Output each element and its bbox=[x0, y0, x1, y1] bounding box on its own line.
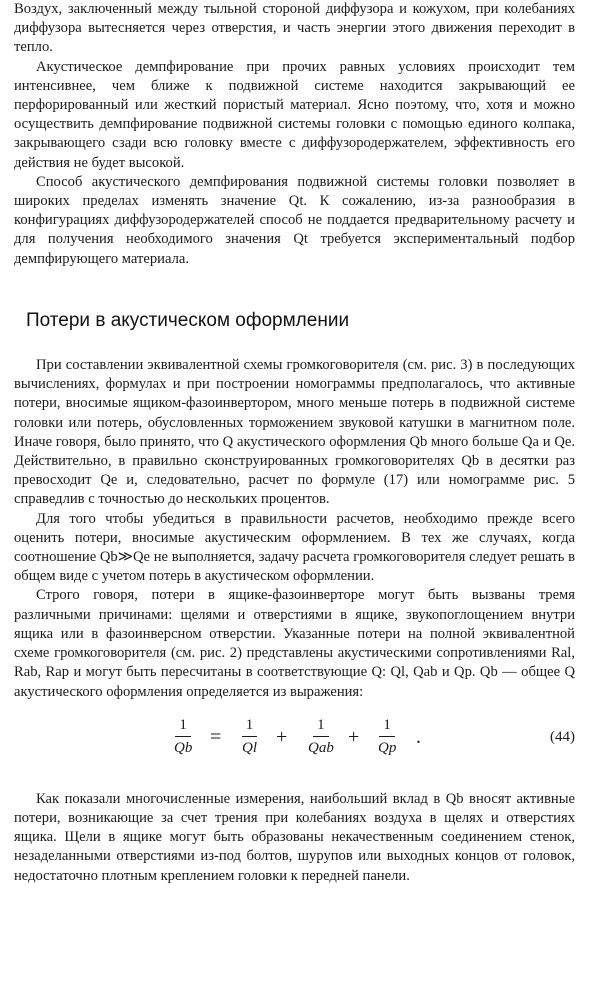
paragraph-5: Для того чтобы убедиться в правильности расчетов, необходимо прежде всего оценить потери, вносимые акустическим оформлением. В тех же случаях, когда соотношение Qb≫Qe не выполняется, задачу расчета громкоговорителя следует решать в общем виде с учетом потерь в акустическом оформлении. bbox=[14, 510, 575, 585]
equation-44 bbox=[14, 706, 575, 782]
paragraph-4: При составлении эквивалентной схемы громкоговорителя (см. рис. 3) в последующих вычислениях, формулах и при построении номограммы предполагалось, что активные потери, вносимые ящиком-фазоинвертором, много меньше потерь в подвижной системе головки или потерь, обусловленных торможением звуковой катушки в магнитном поле. Иначе говоря, было принято, что Q акустического оформления Qb много больше Qa и Qe. Действительно, в правильно сконструированных громкоговорителях Qb в десятки раз превосходит Qe и, следовательно, расчет по формуле (17) или номограмме рис. 5 справедлив с точностью до нескольких процентов. bbox=[14, 357, 575, 508]
paragraph-3: Способ акустического демпфирования подвижной системы головки позволяет в широких пределах изменять значение Qt. К сожалению, из-за разнообразия в конфигурациях диффузородержателей способ не поддается предварительному расчету и для получения необходимого значения Qt требуется экспериментальный подбор демпфирующего материала. bbox=[14, 173, 575, 267]
fraction-term-1: $\frac{1}{Ql}$ bbox=[238, 714, 261, 759]
paragraph-7: Как показали многочисленные измерения, наибольший вклад в Qb вносят активные потери, возникающие за счет трения при колебаниях воздуха в щелях и отверстиях ящика. Щели в ящике могут быть образованы некачественным соединением стенок, незаделанными отверстиями из-под болтов, шурупов или выходных концов от головок, недостаточно плотным креплением головки к передней панели. bbox=[14, 790, 575, 884]
fraction-term-2: 1 Qab bbox=[304, 714, 338, 759]
equals-sign: = bbox=[210, 725, 222, 748]
paragraph-1: Воздух, заключенный между тыльной стороной диффузора и кожухом, при колебаниях диффузора вытесняется через отверстия, и часть энергии этого движения переходит в тепло. bbox=[14, 1, 575, 56]
equation-number: (44) bbox=[550, 728, 575, 745]
plus-sign-1: + bbox=[276, 725, 288, 748]
fraction-lhs: $\frac{1}{Qb}$ bbox=[170, 714, 196, 759]
plus-sign-2: + bbox=[348, 725, 360, 748]
fraction-term-3: $\frac{1}{Qp}$ bbox=[374, 714, 400, 759]
section-heading: Потери в акустическом оформлении bbox=[26, 309, 350, 331]
formula-period: . bbox=[416, 725, 421, 748]
paragraph-2: Акустическое демпфирование при прочих равных условиях происходит тем интенсивнее, чем ближе к подвижной системе находится закрывающий ее перфорированный или жесткий пористый материал. Ясно поэтому, что, хотя и можно осуществить демпфирование подвижной системы головки с помощью единого колпака, закрывающего сзади всю головку вместе с диффузородержателем, эффективность его действия не будет высокой. bbox=[14, 58, 575, 171]
paragraph-6: Строго говоря, потери в ящике-фазоинверторе могут быть вызваны тремя различными причинами: щелями и отверстиями в ящике, звукопоглощением внутри ящика или в фазоинверсном отверстии. Указанные потери на полной эквивалентной схеме громкоговорителя (см. рис. 2) представлены акустическими сопротивлениями Ral, Rab, Rap и могут быть пересчитаны в соответствующие Q: Ql, Qab и Qp. Qb — общее Q акустического оформления определяется из выражения: bbox=[14, 587, 575, 700]
